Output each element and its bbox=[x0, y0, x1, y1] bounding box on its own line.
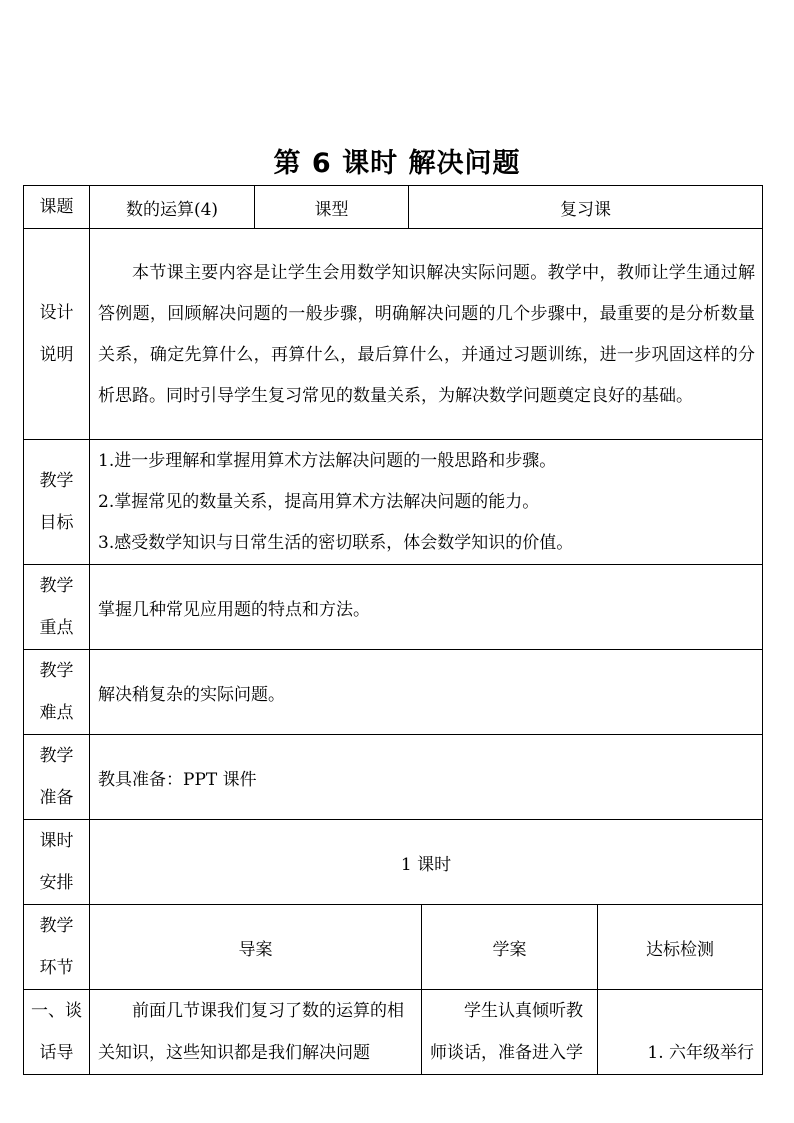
preparation-text: 教具准备：PPT 课件 bbox=[90, 735, 763, 820]
schedule-label bbox=[24, 820, 90, 905]
key-points-label-text: 教学 重点 bbox=[39, 576, 74, 638]
guide-header: 导案 bbox=[90, 905, 422, 990]
design-label-text: 设计 说明 bbox=[39, 303, 74, 365]
first-step-row bbox=[24, 990, 763, 1075]
difficulties-label bbox=[24, 650, 90, 735]
schedule-label-text: 课时 安排 bbox=[39, 831, 74, 893]
first-step-study bbox=[422, 990, 598, 1075]
key-points-row bbox=[24, 565, 763, 650]
first-step-guide-text: 前面几节课我们复习了数的运算的相关知识，这些知识都是我们解决问题 bbox=[98, 1001, 404, 1063]
preparation-label bbox=[24, 735, 90, 820]
first-step-study-text: 学生认真倾听教师谈话，准备进入学 bbox=[430, 1001, 583, 1063]
design-text: 本节课主要内容是让学生会用数学知识解决实际问题。教学中，教师让学生通过解答例题，回顾解决问题的一般步骤，明确解决问题的几个步骤中，最重要的是分析数量关系，确定先算什么，再算什么，最后算什么，并通过习题训练，进一步巩固这样的分析思路。同时引导学生复习常见的数量关系，为解决数学问题奠定良好的基础。 bbox=[90, 229, 763, 440]
goal-item: 2.掌握常见的数量关系，提高用算术方法解决问题的能力。 bbox=[98, 491, 540, 512]
type-value: 复习课 bbox=[409, 186, 763, 229]
process-label-text: 教学 环节 bbox=[39, 916, 74, 978]
process-header-row bbox=[24, 905, 763, 990]
study-header: 学案 bbox=[422, 905, 598, 990]
goals-row bbox=[24, 440, 763, 565]
topic-value: 数的运算(4) bbox=[90, 186, 255, 229]
difficulties-text: 解决稍复杂的实际问题。 bbox=[90, 650, 763, 735]
key-points-label bbox=[24, 565, 90, 650]
difficulties-label-text: 教学 难点 bbox=[39, 661, 74, 723]
first-step-guide bbox=[90, 990, 422, 1075]
first-step-check bbox=[598, 990, 763, 1075]
preparation-row bbox=[24, 735, 763, 820]
goals-label bbox=[24, 440, 90, 565]
process-label bbox=[24, 905, 90, 990]
first-step-label-text: 一、谈 话导 bbox=[31, 1001, 82, 1063]
design-label bbox=[24, 229, 90, 440]
schedule-row bbox=[24, 820, 763, 905]
page-title: 第 6 课时 解决问题 bbox=[273, 148, 521, 179]
goal-item: 1.进一步理解和掌握用算术方法解决问题的一般思路和步骤。 bbox=[98, 450, 557, 471]
difficulties-row bbox=[24, 650, 763, 735]
topic-row bbox=[24, 186, 763, 229]
key-points-text: 掌握几种常见应用题的特点和方法。 bbox=[90, 565, 763, 650]
goals-label-text: 教学 目标 bbox=[39, 471, 74, 533]
lesson-plan-table bbox=[23, 185, 763, 1075]
goal-item: 3.感受数学知识与日常生活的密切联系，体会数学知识的价值。 bbox=[98, 532, 574, 553]
design-row bbox=[24, 229, 763, 440]
check-header: 达标检测 bbox=[598, 905, 763, 990]
first-step-label bbox=[24, 990, 90, 1075]
type-label: 课型 bbox=[255, 186, 409, 229]
schedule-text: 1 课时 bbox=[90, 820, 763, 905]
preparation-label-text: 教学 准备 bbox=[39, 746, 74, 808]
topic-label: 课题 bbox=[24, 186, 90, 229]
goals-list bbox=[90, 440, 763, 565]
first-step-check-text: 1. 六年级举行 bbox=[647, 1043, 755, 1063]
